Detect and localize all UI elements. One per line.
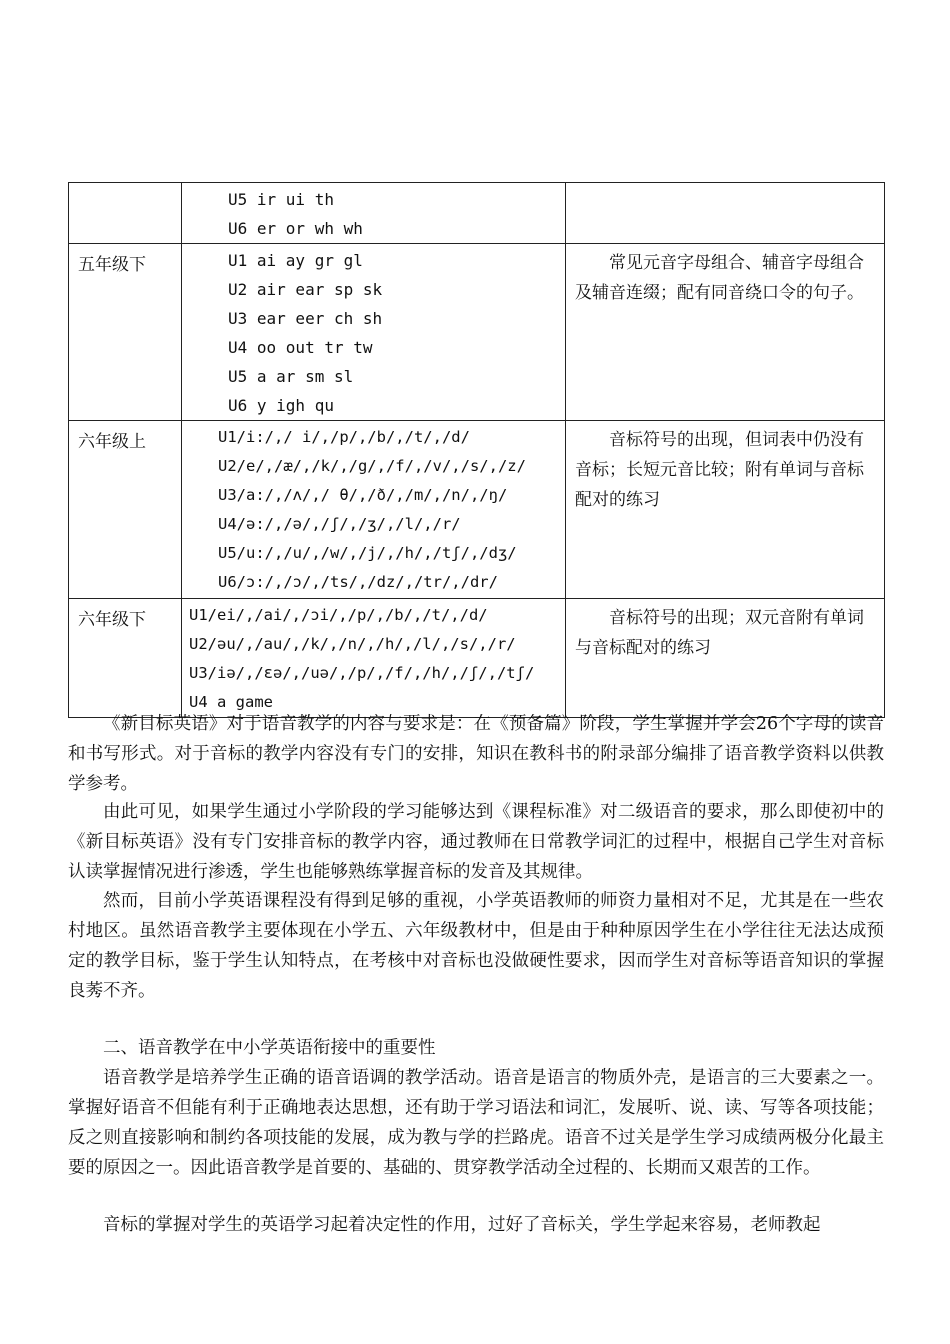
- grade-cell: 五年级下: [69, 244, 182, 421]
- unit-line: U4 oo out tr tw: [228, 338, 373, 357]
- grade-cell: 六年级下: [69, 599, 182, 718]
- grade-cell: [69, 183, 182, 244]
- table-row: [69, 244, 885, 421]
- body-paragraph: 《新目标英语》对于语音教学的内容与要求是：在《预备篇》阶段，学生掌握并学会26个字母的读音和书写形式。对于音标的教学内容没有专门的安排，知识在教科书的附录部分编排了语音教学资料以供教学参考。: [68, 714, 884, 794]
- unit-line: U4/ə:/,/ə/,/ʃ/,/ʒ/,/l/,/r/: [218, 515, 461, 533]
- unit-line: U3 ear eer ch sh: [228, 309, 383, 328]
- unit-line: U4 a game: [189, 693, 273, 711]
- table-row: [69, 421, 885, 599]
- unit-line: U5 a ar sm sl: [228, 367, 354, 386]
- note-cell: 音标符号的出现；双元音附有单词与音标配对的练习: [566, 599, 885, 718]
- unit-line: U1/i:/,/ i/,/p/,/b/,/t/,/d/: [218, 428, 470, 446]
- note-cell: [566, 183, 885, 244]
- table-row: [69, 599, 885, 718]
- unit-line: U1 ai ay gr gl: [228, 251, 363, 270]
- body-paragraph: 由此可见，如果学生通过小学阶段的学习能够达到《课程标准》对二级语音的要求，那么即使初中的《新目标英语》没有专门安排音标的教学内容，通过教师在日常教学词汇的过程中，根据自己学生对音标认读掌握情况进行渗透，学生也能够熟练掌握音标的发音及其规律。: [68, 802, 884, 882]
- units-cell: [182, 599, 566, 718]
- units-cell: [182, 421, 566, 599]
- body-paragraph: 然而，目前小学英语课程没有得到足够的重视，小学英语教师的师资力量相对不足，尤其是在一些农村地区。虽然语音教学主要体现在小学五、六年级教材中，但是由于种种原因学生在小学往往无法达成预定的教学目标，鉴于学生认知特点，在考核中对音标也没做硬性要求，因而学生对音标等语音知识的掌握良莠不齐。: [68, 891, 884, 1001]
- unit-line: U2 air ear sp sk: [228, 280, 383, 299]
- unit-line: U1/ei/,/ai/,/ɔi/,/p/,/b/,/t/,/d/: [189, 606, 488, 624]
- unit-line: U6 er or wh wh: [228, 219, 363, 238]
- unit-line: U2/əu/,/au/,/k/,/n/,/h/,/l/,/s/,/r/: [189, 635, 516, 653]
- note-cell: 常见元音字母组合、辅音字母组合及辅音连缀；配有同音绕口令的句子。: [566, 244, 885, 421]
- grade-cell: 六年级上: [69, 421, 182, 599]
- unit-line: U5/u:/,/u/,/w/,/j/,/h/,/tʃ/,/dʒ/: [218, 544, 517, 562]
- body-paragraph: 音标的掌握对学生的英语学习起着决定性的作用，过好了音标关，学生学起来容易，老师教起: [103, 1215, 821, 1235]
- unit-line: U6 y igh qu: [228, 396, 334, 415]
- section-heading: 二、语音教学在中小学英语衔接中的重要性: [103, 1038, 436, 1058]
- phonics-syllabus-table: [68, 182, 885, 718]
- units-cell: [182, 244, 566, 421]
- units-cell: [182, 183, 566, 244]
- unit-line: U6/ɔ:/,/ɔ/,/ts/,/dz/,/tr/,/dr/: [218, 573, 498, 591]
- note-cell: 音标符号的出现，但词表中仍没有音标；长短元音比较；附有单词与音标配对的练习: [566, 421, 885, 599]
- body-paragraph: 语音教学是培养学生正确的语音语调的教学活动。语音是语言的物质外壳，是语言的三大要素之一。掌握好语音不但能有利于正确地表达思想，还有助于学习语法和词汇，发展听、说、读、写等各项技能；反之则直接影响和制约各项技能的发展，成为教与学的拦路虎。语音不过关是学生学习成绩两极分化最主要的原因之一。因此语音教学是首要的、基础的、贯穿教学活动全过程的、长期而又艰苦的工作。: [68, 1068, 884, 1178]
- unit-line: U5 ir ui th: [228, 190, 334, 209]
- unit-line: U3/a:/,/ʌ/,/ θ/,/ð/,/m/,/n/,/ŋ/: [218, 486, 508, 504]
- unit-line: U3/iə/,/εə/,/uə/,/p/,/f/,/h/,/ʃ/,/tʃ/: [189, 664, 535, 682]
- table-row: [69, 183, 885, 244]
- unit-line: U2/e/,/æ/,/k/,/g/,/f/,/v/,/s/,/z/: [218, 457, 526, 475]
